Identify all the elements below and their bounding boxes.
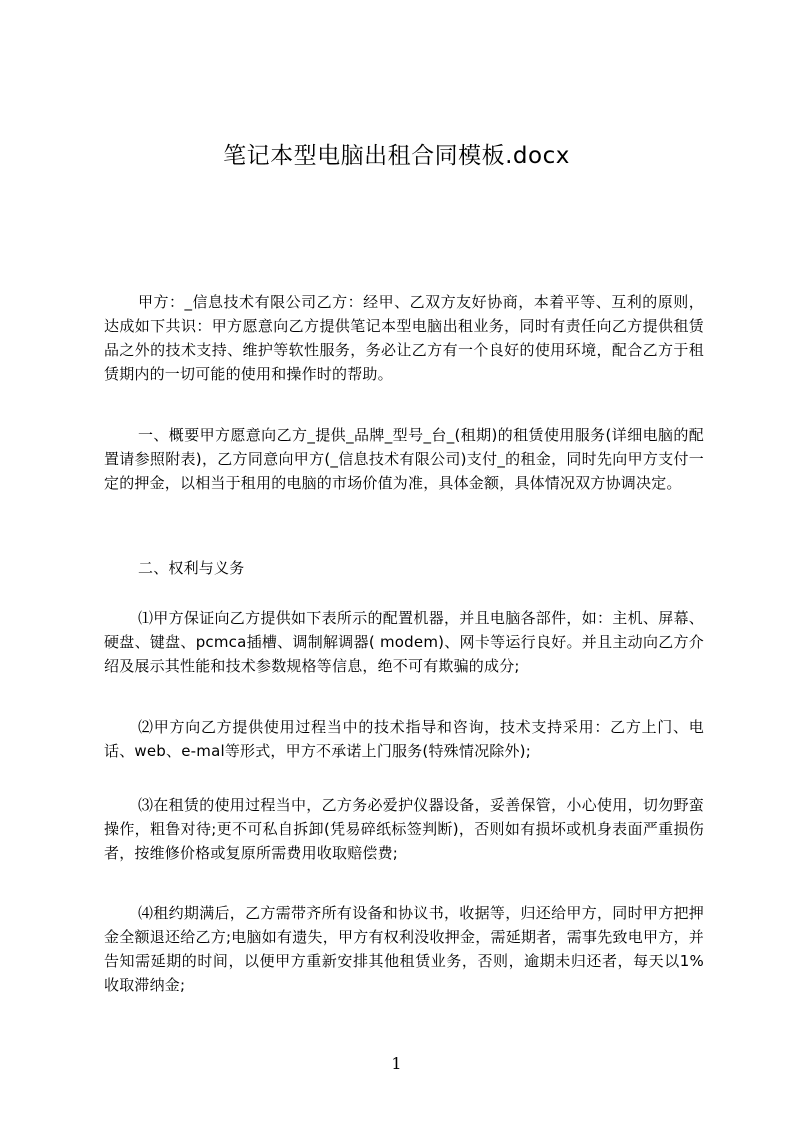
- intro-paragraph: 甲方：_信息技术有限公司乙方：经甲、乙双方友好协商，本着平等、互利的原则，达成如下共识：甲方愿意向乙方提供笔记本型电脑出租业务，同时有责任向乙方提供租赁品之外的技术支持、维护等软性服务，务必让乙方有一个良好的使用环境，配合乙方于租赁期内的一切可能的使用和操作时的帮助。: [104, 293, 704, 383]
- section-2-item-4: ⑷租约期满后，乙方需带齐所有设备和协议书，收据等，归还给甲方，同时甲方把押金全额退还给乙方;电脑如有遗失，甲方有权利没收押金，需延期者，需事先致电甲方，并告知需延期的时间，以便甲方重新安排其他租赁业务，否则，逾期未归还者，每天以1%收取滞纳金;: [104, 904, 704, 994]
- section-1-paragraph: 一、概要甲方愿意向乙方_提供_品牌_型号_台_(租期)的租赁使用服务(详细电脑的配置请参照附表)，乙方同意向甲方(_信息技术有限公司)支付_的租金，同时先向甲方支付一定的押金，以相当于租用的电脑的市场价值为准，具体金额，具体情况双方协调决定。: [104, 426, 704, 492]
- section-2-heading: 二、权利与义务: [138, 559, 245, 577]
- page-number: 1: [391, 1054, 402, 1073]
- section-2-item-3: ⑶在租赁的使用过程当中，乙方务必爱护仪器设备，妥善保管，小心使用，切勿野蛮操作，粗鲁对待;更不可私自拆卸(凭易碎纸标签判断)，否则如有损坏或机身表面严重损伤者，按维修价格或复原所需费用收取赔偿费;: [104, 796, 704, 862]
- section-2-item-1: ⑴甲方保证向乙方提供如下表所示的配置机器，并且电脑各部件，如：主机、屏幕、硬盘、键盘、pcmca插槽、调制解调器( modem)、网卡等运行良好。并且主动向乙方介绍及展示其性能和技术参数规格等信息，绝不可有欺骗的成分;: [104, 609, 704, 675]
- section-2-item-2: ⑵甲方向乙方提供使用过程当中的技术指导和咨询，技术支持采用：乙方上门、电话、web、e-mal等形式，甲方不承诺上门服务(特殊情况除外);: [104, 718, 704, 760]
- document-title: 笔记本型电脑出租合同模板.docx: [223, 143, 570, 169]
